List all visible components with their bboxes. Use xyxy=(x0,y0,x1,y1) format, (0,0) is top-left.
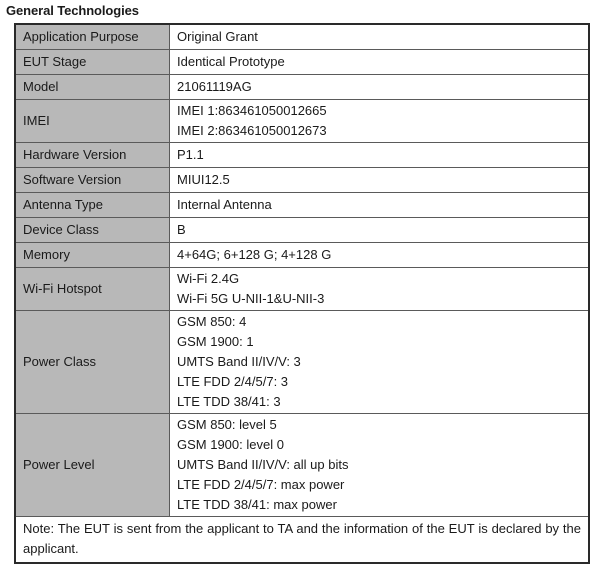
value-line: Wi-Fi 2.4G xyxy=(177,271,240,286)
row-label: Model xyxy=(15,75,170,100)
row-value: 21061119AG xyxy=(170,75,590,100)
value-line: GSM 1900: 1 xyxy=(177,334,254,349)
row-label: Application Purpose xyxy=(15,24,170,50)
value-line: LTE FDD 2/4/5/7: 3 xyxy=(177,374,289,389)
row-label: Hardware Version xyxy=(15,143,170,168)
row-value: 4+64G; 6+128 G; 4+128 G xyxy=(170,243,590,268)
table-row-model xyxy=(15,75,589,100)
row-label: Device Class xyxy=(15,218,170,243)
row-value xyxy=(170,268,590,311)
row-label: Power Level xyxy=(15,414,170,517)
value-line: UMTS Band II/IV/V: all up bits xyxy=(177,457,349,472)
table-row-memory xyxy=(15,243,589,268)
row-value: Identical Prototype xyxy=(170,50,590,75)
row-label: Software Version xyxy=(15,168,170,193)
value-line: Wi-Fi 5G U-NII-1&U-NII-3 xyxy=(177,291,325,306)
value-line: GSM 1900: level 0 xyxy=(177,437,284,452)
row-label: Power Class xyxy=(15,311,170,414)
table-row-power-level xyxy=(15,414,589,517)
row-label: Wi-Fi Hotspot xyxy=(15,268,170,311)
row-label: IMEI xyxy=(15,100,170,143)
row-value: Original Grant xyxy=(170,24,590,50)
general-technologies-table xyxy=(14,23,590,564)
row-value: P1.1 xyxy=(170,143,590,168)
value-line: LTE FDD 2/4/5/7: max power xyxy=(177,477,345,492)
row-value xyxy=(170,414,590,517)
value-line: LTE TDD 38/41: max power xyxy=(177,497,337,512)
value-line: LTE TDD 38/41: 3 xyxy=(177,394,281,409)
table-row-antenna-type xyxy=(15,193,589,218)
row-label: EUT Stage xyxy=(15,50,170,75)
value-line: UMTS Band II/IV/V: 3 xyxy=(177,354,301,369)
table-row-power-class xyxy=(15,311,589,414)
value-line: IMEI 2:863461050012673 xyxy=(177,123,327,138)
table-row-application-purpose xyxy=(15,24,589,50)
row-label: Antenna Type xyxy=(15,193,170,218)
table-row-device-class xyxy=(15,218,589,243)
row-label: Memory xyxy=(15,243,170,268)
value-line: GSM 850: 4 xyxy=(177,314,247,329)
row-value: MIUI12.5 xyxy=(170,168,590,193)
table-row-hardware-version xyxy=(15,143,589,168)
table-row-software-version xyxy=(15,168,589,193)
section-title: General Technologies xyxy=(6,3,139,18)
row-value: B xyxy=(170,218,590,243)
row-value xyxy=(170,311,590,414)
table-row-imei xyxy=(15,100,589,143)
table-row-note xyxy=(15,517,589,564)
row-value xyxy=(170,100,590,143)
table-note: Note: The EUT is sent from the applicant to TA and the information of the EUT is declared by the applicant. xyxy=(15,517,589,564)
row-value: Internal Antenna xyxy=(170,193,590,218)
table-row-wifi-hotspot xyxy=(15,268,589,311)
table-row-eut-stage xyxy=(15,50,589,75)
value-line: IMEI 1:863461050012665 xyxy=(177,103,327,118)
value-line: GSM 850: level 5 xyxy=(177,417,277,432)
